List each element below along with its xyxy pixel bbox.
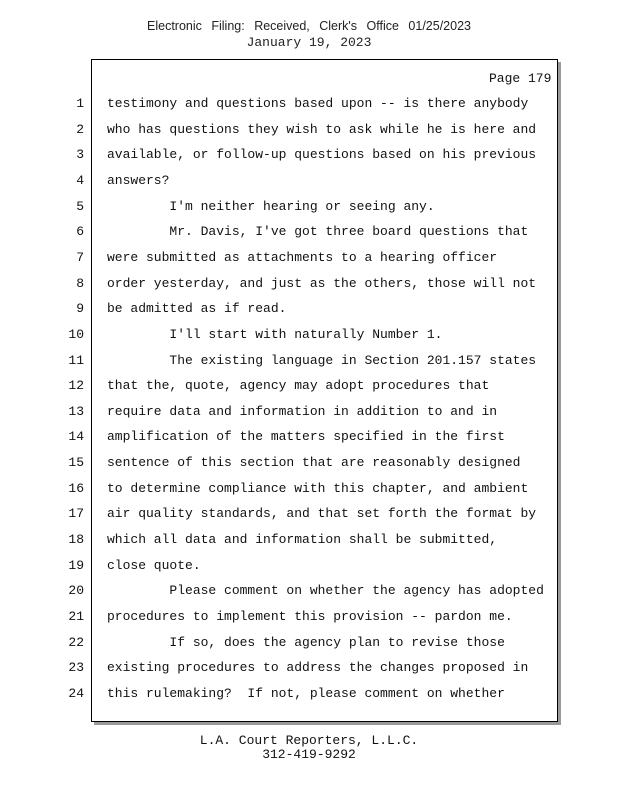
transcript-line: [0, 481, 618, 506]
transcript-line: [0, 173, 618, 198]
line-text: existing procedures to address the changes proposed in: [107, 660, 529, 676]
transcript-date: January 19, 2023: [246, 35, 372, 50]
line-number: 21: [68, 609, 84, 624]
line-text: procedures to implement this provision -- pardon me.: [107, 609, 513, 624]
line-text: If so, does the agency plan to revise those: [107, 634, 505, 650]
line-number: 4: [76, 172, 84, 188]
transcript-line: [0, 147, 618, 172]
line-number: 13: [68, 403, 84, 419]
line-number: 5: [76, 198, 84, 214]
transcript-line: [0, 635, 618, 660]
transcript-line: [0, 455, 618, 480]
transcript-line: [0, 404, 618, 429]
transcript-line: [0, 609, 618, 634]
line-text: testimony and questions based upon -- is there anybody: [107, 96, 529, 111]
transcript-line: [0, 429, 618, 454]
filing-stamp: Electronic Filing: Received, Clerk's Office 01/25/2023: [147, 19, 471, 33]
line-number: 15: [68, 455, 84, 471]
transcript-line: [0, 301, 618, 326]
line-number: 19: [68, 557, 84, 573]
line-number: 18: [68, 532, 84, 548]
transcript-line: [0, 327, 618, 352]
transcript-line: [0, 583, 618, 608]
line-number: 14: [68, 429, 84, 445]
line-number: 11: [68, 352, 84, 368]
line-text: close quote.: [107, 557, 201, 573]
line-number: 16: [68, 480, 84, 496]
line-number: 3: [76, 147, 84, 163]
line-number: 1: [76, 96, 84, 111]
transcript-line: [0, 276, 618, 301]
footer-company: L.A. Court Reporters, L.L.C.: [199, 733, 419, 748]
transcript-line: [0, 96, 618, 121]
transcript-line: [0, 506, 618, 531]
line-number: 7: [76, 249, 84, 265]
line-text: that the, quote, agency may adopt procedures that: [107, 378, 490, 394]
line-text: answers?: [107, 172, 170, 188]
line-number: 23: [68, 660, 84, 676]
line-number: 6: [76, 224, 84, 240]
line-text: who has questions they wish to ask while he is here and: [107, 121, 537, 137]
line-text: be admitted as if read.: [107, 301, 287, 317]
line-number: 24: [68, 685, 84, 701]
transcript-line: [0, 686, 618, 711]
transcript-line: [0, 224, 618, 249]
line-number: 20: [68, 583, 84, 599]
line-text: I'll start with naturally Number 1.: [107, 326, 443, 342]
line-number: 12: [68, 378, 84, 394]
line-number: 22: [68, 634, 84, 650]
transcript-line: [0, 660, 618, 685]
line-number: 10: [68, 326, 84, 342]
line-text: to determine compliance with this chapter, and ambient: [107, 480, 529, 496]
line-text: this rulemaking? If not, please comment on whether: [107, 685, 505, 701]
line-text: available, or follow-up questions based on his previous: [107, 147, 537, 163]
page-label: Page 179: [489, 71, 552, 86]
transcript-line: [0, 250, 618, 275]
line-text: require data and information in addition to and in: [107, 403, 498, 419]
line-text: Please comment on whether the agency has adopted: [107, 583, 544, 599]
line-text: I'm neither hearing or seeing any.: [107, 198, 435, 214]
transcript-line: [0, 558, 618, 583]
line-text: amplification of the matters specified in the first: [107, 429, 505, 445]
line-number: 8: [76, 275, 84, 291]
transcript-line: [0, 532, 618, 557]
line-text: air quality standards, and that set forth the format by: [107, 506, 537, 522]
transcript-line: [0, 353, 618, 378]
line-number: 17: [68, 506, 84, 522]
line-text: which all data and information shall be submitted,: [107, 532, 498, 548]
line-number: 9: [76, 301, 84, 317]
line-number: 2: [76, 121, 84, 137]
line-text: were submitted as attachments to a hearing officer: [107, 249, 498, 265]
line-text: Mr. Davis, I've got three board questions that: [107, 224, 529, 240]
footer-phone: 312-419-9292: [262, 747, 356, 762]
line-text: sentence of this section that are reasonably designed: [107, 455, 521, 471]
line-text: order yesterday, and just as the others, those will not: [107, 275, 537, 291]
transcript-line: [0, 378, 618, 403]
line-text: The existing language in Section 201.157 states: [107, 352, 537, 368]
transcript-line: [0, 199, 618, 224]
transcript-line: [0, 122, 618, 147]
